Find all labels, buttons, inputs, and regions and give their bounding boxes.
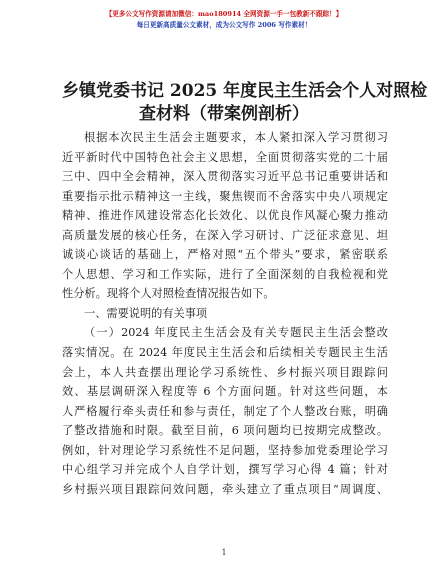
title-line-2: 查材料（带案例剖析） <box>139 104 309 124</box>
paragraph-line: 乡村振兴项目跟踪问效问题，牵头建立了重点项目“周调度、 <box>62 482 388 496</box>
paragraph-line: 重要指示批示精神这一主线，聚焦锲而不舍落实中央八项规定 <box>62 189 388 203</box>
paragraph-line: 了整改措施和时限。截至目前，6 项问题均已按期完成整改。 <box>62 424 388 438</box>
document-body <box>62 128 388 499</box>
paragraph-line: 高质量发展的核心任务，在深入学习研讨、广泛征求意见、坦 <box>62 228 388 242</box>
paragraph-line: 例如，针对理论学习系统性不足问题，坚持参加党委理论学习 <box>62 443 388 457</box>
paragraph-line: 诚谈心谈话的基础上，严格对照“五个带头”要求，紧密联系 <box>62 248 388 262</box>
paragraph-line: 落实情况。在 2024 年度民主生活会和后续相关专题民主生活 <box>62 346 388 360</box>
paragraph-line: 三中、四中全会精神，深入贯彻落实习近平总书记重要讲话和 <box>62 170 388 184</box>
paragraph-line: 人严格履行牵头责任和参与责任，制定了个人整改台账，明确 <box>62 404 388 418</box>
document-title <box>62 80 428 126</box>
page-number: 1 <box>221 548 227 557</box>
promo-banner-red: 【更多公文写作资源请加微信：mao180914 全网资源一手一包教新不跟踪！】 <box>105 10 343 18</box>
paragraph-line: 近平新时代中国特色社会主义思想，全面贯彻落实党的二十届 <box>62 150 388 164</box>
promo-banner-blue: 每日更新高质量公文素材，成为公文写作 2006 写作素材！ <box>136 21 312 29</box>
paragraph-line: 效、基层调研深入程度等 6 个方面问题。针对这些问题，本 <box>62 385 388 399</box>
title-line-1: 乡镇党委书记 2025 年度民主生活会个人对照检 <box>62 81 428 101</box>
section-heading: 一、需要说明的有关事项 <box>84 306 208 320</box>
paragraph-line: 性分析。现将个人对照检查情况报告如下。 <box>62 287 275 301</box>
paragraph-line: 精神、推进作风建设常态化长效化、以优良作风凝心聚力推动 <box>62 209 388 223</box>
paragraph-line: 中心组学习并完成个人自学计划，撰写学习心得 4 篇；针对 <box>62 463 388 477</box>
subsection-line: （一）2024 年度民主生活会及有关专题民主生活会整改 <box>84 326 388 340</box>
paragraph-line: 根据本次民主生活会主题要求，本人紧扣深入学习贯彻习 <box>84 131 388 144</box>
paragraph-line: 会上，本人共查摆出理论学习系统性、乡村振兴项目跟踪问 <box>62 365 388 379</box>
paragraph-line: 个人思想、学习和工作实际，进行了全面深刻的自我检视和党 <box>62 267 388 281</box>
